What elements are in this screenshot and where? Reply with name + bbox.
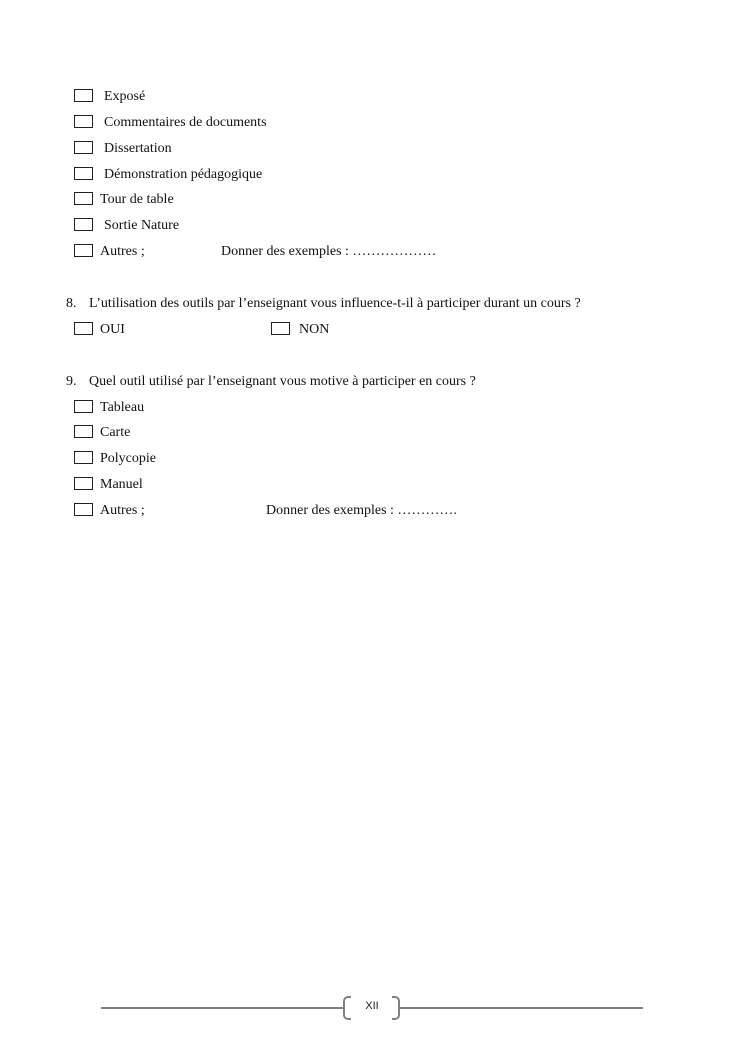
checkbox[interactable] [74, 244, 93, 257]
checkbox[interactable] [74, 503, 93, 516]
checkbox[interactable] [74, 89, 93, 102]
checkbox[interactable] [74, 218, 93, 231]
option-autres[interactable] [74, 243, 474, 261]
option-label: NON [299, 322, 330, 337]
option-label: Démonstration pédagogique [104, 167, 263, 182]
question-9-text: Quel outil utilisé par l’enseignant vous motive à participer en cours ? [89, 374, 476, 389]
page-number: XII [365, 1000, 379, 1012]
checkbox[interactable] [74, 141, 93, 154]
option-label: Manuel [100, 477, 143, 492]
footer-rule-left [101, 1007, 343, 1009]
option-autres-outils[interactable] [74, 502, 494, 520]
option-label: Sortie Nature [104, 218, 180, 233]
option-label: Exposé [104, 89, 146, 104]
option-label: Autres ; [100, 244, 145, 259]
checkbox[interactable] [74, 425, 93, 438]
option-label: Tableau [100, 400, 145, 415]
option-label: Polycopie [100, 451, 156, 466]
checkbox[interactable] [74, 192, 93, 205]
option-label: OUI [100, 322, 125, 337]
left-brace-icon [343, 996, 351, 1020]
checkbox[interactable] [74, 115, 93, 128]
checkbox[interactable] [74, 322, 93, 335]
question-9-number: 9. [66, 374, 77, 389]
checkbox[interactable] [74, 477, 93, 490]
option-label: Dissertation [104, 141, 172, 156]
question-8-number: 8. [66, 296, 77, 311]
examples-prompt: Donner des exemples : …………. [266, 503, 457, 518]
right-brace-icon [392, 996, 400, 1020]
checkbox[interactable] [74, 167, 93, 180]
option-label: Tour de table [100, 192, 174, 207]
examples-prompt: Donner des exemples : ……………… [221, 244, 437, 259]
option-label: Commentaires de documents [104, 115, 267, 130]
option-label: Carte [100, 425, 131, 440]
option-label: Autres ; [100, 503, 145, 518]
checkbox[interactable] [271, 322, 290, 335]
footer-rule-right [400, 1007, 643, 1009]
question-8-text: L’utilisation des outils par l’enseignant vous influence-t-il à participer durant un cours ? [89, 296, 581, 311]
checkbox[interactable] [74, 451, 93, 464]
checkbox[interactable] [74, 400, 93, 413]
